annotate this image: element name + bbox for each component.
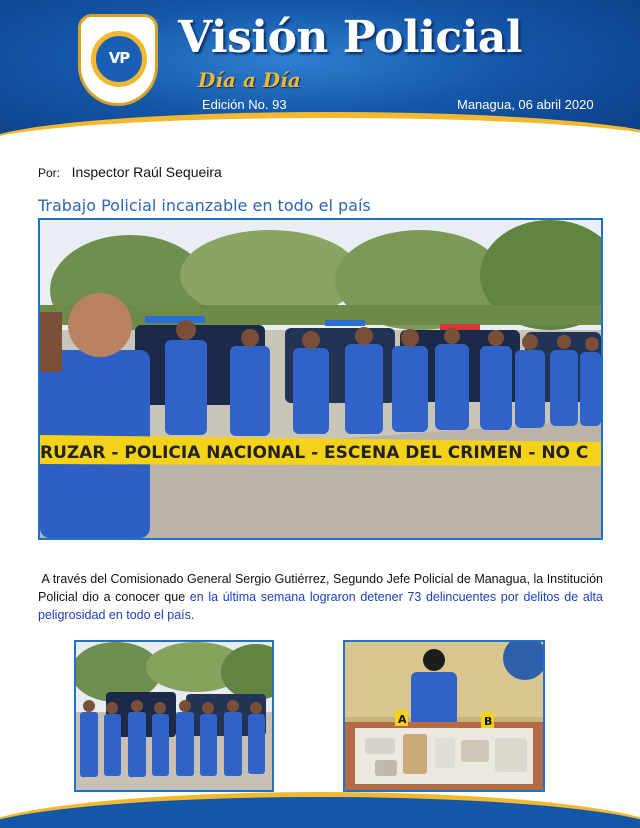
dateline: Managua, 06 abril 2020 xyxy=(457,97,594,112)
detainees-lineup-illustration xyxy=(76,642,272,790)
police-badge-logo xyxy=(78,14,158,106)
main-photo xyxy=(38,218,603,540)
main-photo-illustration xyxy=(40,220,601,538)
logo-text: VP xyxy=(108,49,130,67)
detainees-lineup-photo xyxy=(74,640,274,792)
logo-ring xyxy=(91,31,147,87)
seized-evidence-illustration xyxy=(345,642,543,790)
byline xyxy=(38,164,222,180)
masthead-subtitle: Día a Día xyxy=(198,68,301,92)
crime-scene-tape-text: RUZAR - POLICIA NACIONAL - ESCENA DEL CRIMEN - NO C xyxy=(40,443,589,463)
masthead xyxy=(0,0,640,150)
byline-label: Por: xyxy=(38,166,61,180)
article-body xyxy=(38,570,603,624)
byline-author: Inspector Raúl Sequeira xyxy=(71,164,222,180)
article-headline: Trabajo Policial incanzable en todo el país xyxy=(38,196,371,215)
article-highlight: en la última semana lograron detener 73 delincuentes por delitos de alta peligrosidad en todo el país. xyxy=(38,590,603,622)
footer-band xyxy=(0,790,640,828)
header-gold-swoosh xyxy=(0,112,640,150)
evidence-marker-a: A xyxy=(398,713,407,726)
article-text: A través del Comisionado General Sergio Gutiérrez, Segundo Jefe Policial de Managua, la Institución Policial dio a conocer que xyxy=(38,572,603,604)
evidence-marker-b: B xyxy=(484,715,493,728)
edition-number: Edición No. 93 xyxy=(202,97,287,112)
footer-gold-swoosh xyxy=(0,792,640,828)
masthead-title: Visión Policial xyxy=(178,12,523,63)
seized-evidence-photo xyxy=(343,640,545,792)
